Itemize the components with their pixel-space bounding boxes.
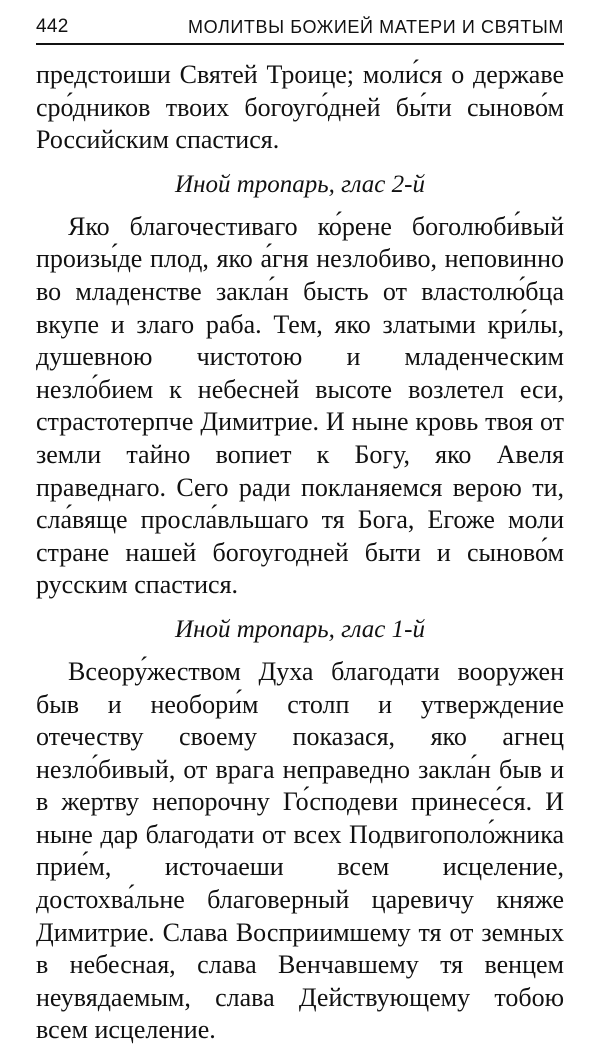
paragraph-continuation: предстоиши Святей Троице; моли́ся о державе сро́дников твоих богоуго́дней бы́ти сыново́м Российским спастися. — [36, 60, 564, 155]
troparion-text-tone-1: Всеору́жеством Духа благодати вооружен быв и необори́м столп и утверждение отечеству своему показася, яко агнец незло́бивый, от врага неправедно закла́н быв и в жертву непорочну Го́сподеви принесе́ся. И ныне дар благодати от всех Подвигополо́жника прие́м, источаеши всем исцеление, достохва́льне благоверный царевичу княже Димитрие. Слава Восприимшему тя от земных в небесная, слава Венчавшему тя венцем неувядаемым, слава Действующему тобою всем исцеление. — [36, 656, 564, 1045]
page-number: 442 — [36, 16, 69, 37]
troparion-heading-tone-1: Иной тропарь, глас 1-й — [175, 615, 425, 643]
troparion-text-tone-2: Яко благочестиваго ко́рене боголюби́вый произы́де плод, яко а́гня незлобиво, неповинно во младенстве закла́н бысть от властолю́бца вкупе и злаго раба. Тем, яко златыми кри́лы, душевною чистотою и младенческим незло́бием к небесней высоте возлетел еси, страстотерпче Димитрие. И ныне кровь твоя от земли тайно вопиет к Богу, яко Авеля праведнаго. Сего ради покланяемся верою ти, сла́вяще просла́вльшаго тя Бога, Егоже моли стране нашей богоугодней быти и сыново́м русским спастися. — [36, 211, 564, 600]
troparion-heading-tone-2: Иной тропарь, глас 2-й — [175, 170, 425, 198]
book-page — [36, 14, 564, 1047]
page-header — [36, 14, 564, 45]
running-title: МОЛИТВЫ БОЖИЕЙ МАТЕРИ И СВЯТЫМ — [187, 17, 564, 37]
